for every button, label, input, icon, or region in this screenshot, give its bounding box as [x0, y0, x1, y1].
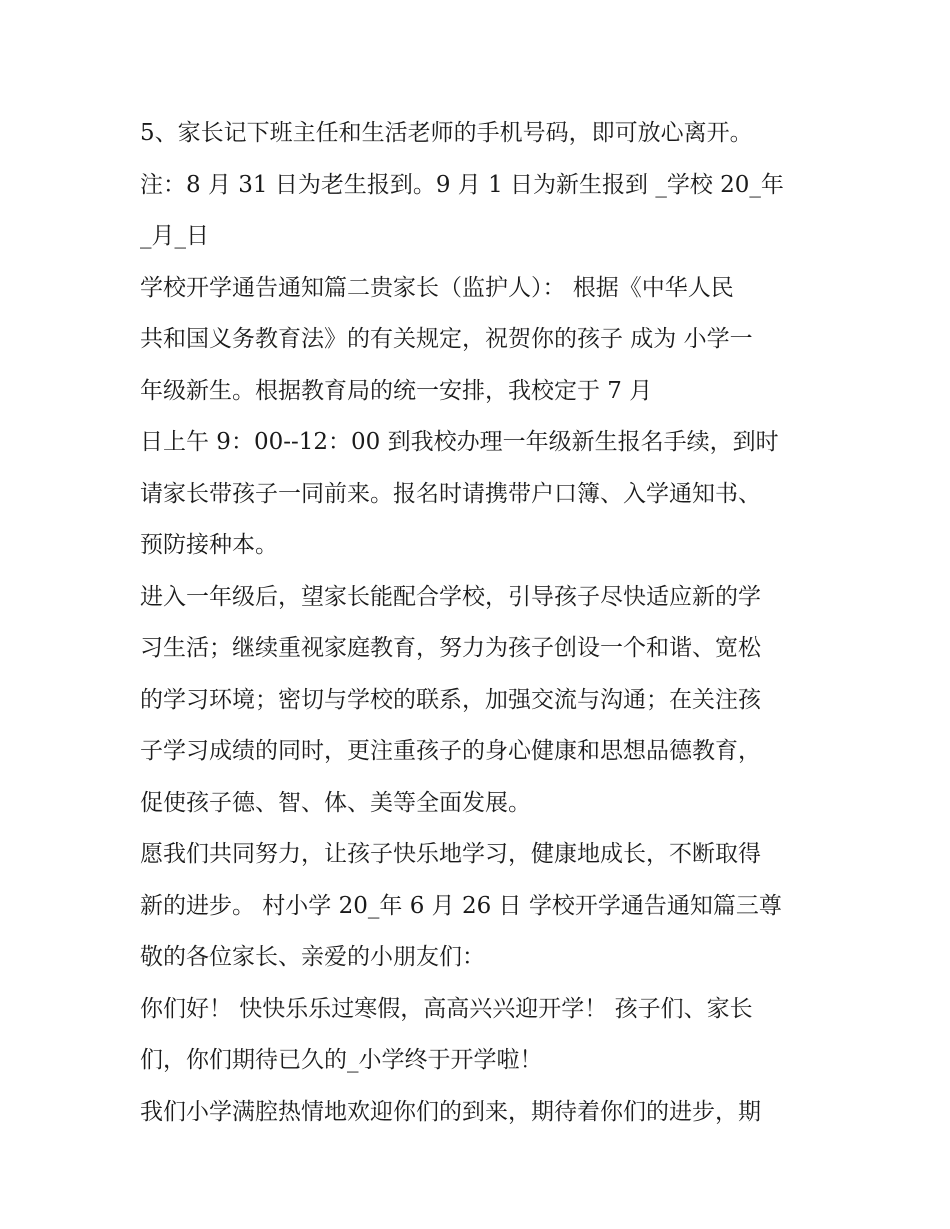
text-line: 进入一年级后，望家长能配合学校，引导孩子尽快适应新的学 [140, 583, 761, 610]
text-line: 注：8 月 31 日为老生报到。9 月 1 日为新生报到 _学校 20_年 [140, 171, 784, 198]
text-line: 共和国义务教育法》的有关规定，祝贺你的孩子 成为 小学一 [140, 326, 753, 352]
text-line: 年级新生。根据教育局的统一安排，我校定于 7 月 [140, 377, 653, 404]
text-line: 愿我们共同努力，让孩子快乐地学习，健康地成长，不断取得 [140, 841, 761, 867]
text-line: 预防接种本。 [140, 532, 278, 558]
text-line: 日上午 9：00--12：00 到我校办理一年级新生报名手续，到时 [140, 429, 779, 455]
text-line: 习生活；继续重视家庭教育，努力为孩子创设一个和谐、宽松 [140, 635, 761, 661]
text-line: 5、家长记下班主任和生活老师的手机号码，即可放心离开。 [140, 120, 753, 146]
text-line: 学校开学通告通知篇二贵家长（监护人）： 根据《中华人民 [140, 274, 734, 301]
text-line: 子学习成绩的同时，更注重孩子的身心健康和思想品德教育， [140, 738, 761, 764]
text-line: 新的进步。 村小学 20_年 6 月 26 日 学校开学通告通知篇三尊 [140, 892, 782, 919]
text-line: 们，你们期待已久的_小学终于开学啦！ [140, 1047, 543, 1073]
text-line: 你们好！ 快快乐乐过寒假，高高兴兴迎开学！ 孩子们、家长 [140, 995, 753, 1022]
text-line: 我们小学满腔热情地欢迎你们的到来，期待着你们的进步，期 [140, 1098, 761, 1125]
text-line: _月_日 [140, 223, 209, 249]
text-line: 促使孩子德、智、体、美等全面发展。 [140, 789, 531, 816]
text-line: 请家长带孩子一同前来。报名时请携带户口簿、入学通知书、 [140, 480, 761, 507]
text-line: 的学习环境；密切与学校的联系，加强交流与沟通；在关注孩 [140, 686, 761, 713]
document-body [140, 108, 820, 1138]
text-line: 敬的各位家长、亲爱的小朋友们： [140, 944, 485, 970]
